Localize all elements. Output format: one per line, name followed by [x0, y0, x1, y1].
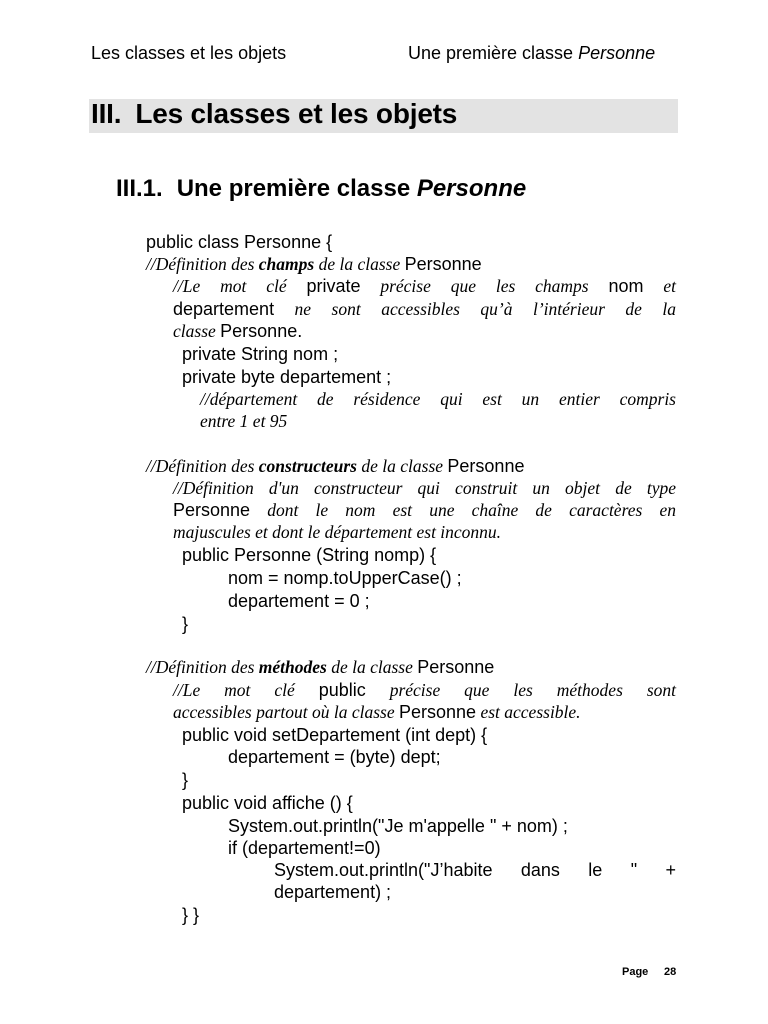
code-line: private byte departement ; [182, 367, 392, 387]
comment-line: departement ne sont accessibles qu’à l’intérieur de la [173, 299, 676, 319]
comment-line: //Le mot clé private précise que les champs nom et [173, 276, 676, 296]
comment-line: //Définition d'un constructeur qui construit un objet de type [173, 478, 676, 498]
chapter-title: Les classes et les objets [135, 98, 458, 129]
chapter-number: III. [91, 98, 122, 129]
section-heading: III.1. Une première classe Personne [116, 175, 527, 202]
comment-line: majuscules et dont le département est inconnu. [173, 522, 502, 542]
comment-line: classe Personne. [173, 321, 303, 341]
page-label: Page [622, 966, 649, 978]
code-line: nom = nomp.toUpperCase() ; [228, 568, 462, 588]
code-line: departement = 0 ; [228, 591, 370, 611]
code-line: System.out.println("J’habite dans le " + [274, 860, 676, 880]
code-line: System.out.println("Je m'appelle " + nom) ; [228, 816, 568, 836]
code-line: departement = (byte) dept; [228, 747, 441, 767]
comment-line: //département de résidence qui est un entier compris [200, 389, 676, 409]
code-line: } [182, 614, 189, 634]
section-number: III.1. [116, 175, 163, 202]
code-line: departement) ; [274, 882, 392, 902]
code-line: public void setDepartement (int dept) { [182, 725, 488, 745]
code-line: } [182, 770, 189, 790]
running-header-left: Les classes et les objets [91, 43, 287, 63]
code-line: private String nom ; [182, 344, 339, 364]
chapter-heading [91, 98, 457, 130]
comment-line: //Définition des champs de la classe Personne [146, 254, 482, 274]
comment-line: Personne dont le nom est une chaîne de caractères en [173, 500, 676, 520]
comment-line: entre 1 et 95 [200, 411, 288, 431]
running-header-right: Une première classe Personne [408, 43, 656, 63]
code-line: public void affiche () { [182, 793, 353, 813]
code-line: } } [182, 905, 200, 925]
page-number: 28 [664, 966, 677, 978]
code-line: public class Personne { [146, 232, 333, 252]
comment-line: //Définition des constructeurs de la classe Personne [146, 456, 525, 476]
comment-line: accessibles partout où la classe Personne est accessible. [173, 702, 581, 722]
comment-line: //Définition des méthodes de la classe Personne [146, 657, 495, 677]
code-line: if (departement!=0) [228, 838, 381, 858]
comment-line: //Le mot clé public précise que les méthodes sont [173, 680, 676, 700]
code-line: public Personne (String nomp) { [182, 545, 437, 565]
